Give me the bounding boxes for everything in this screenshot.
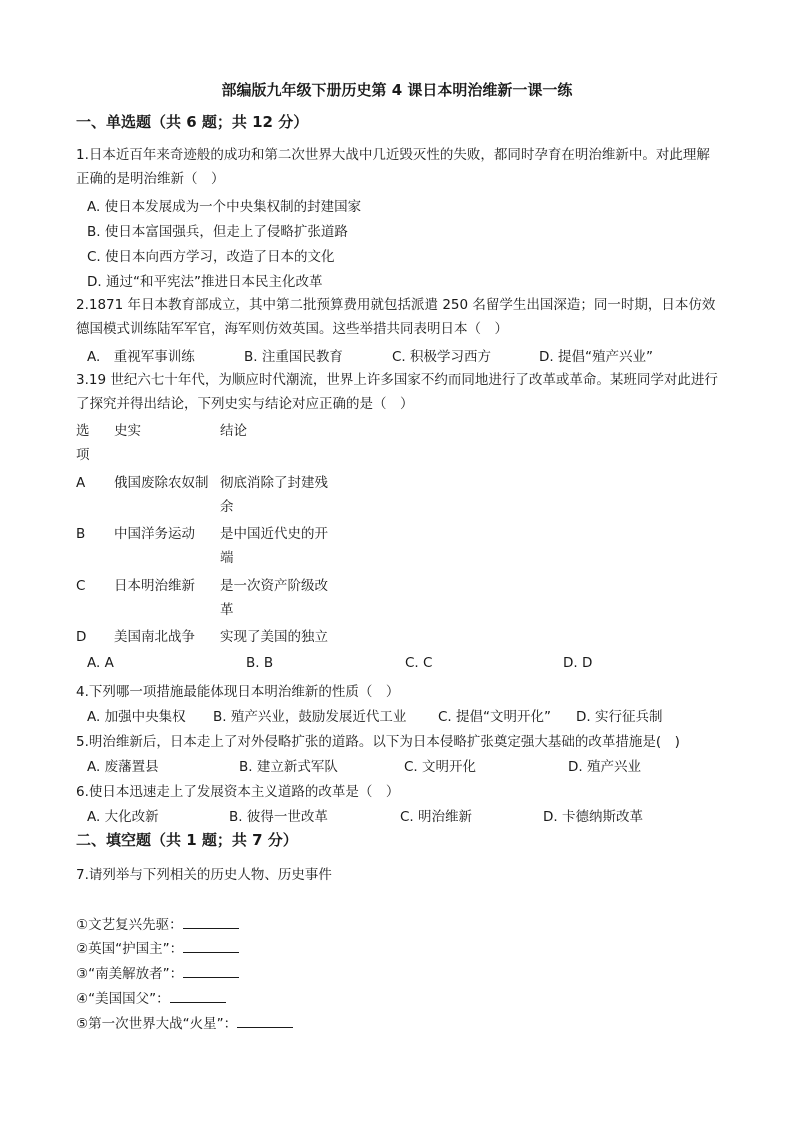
fill-item-label: ⑤第一次世界大战“火星”：: [76, 1016, 238, 1032]
question-stem: 4.下列哪一项措施最能体现日本明治维新的性质（ ）: [76, 684, 400, 700]
fill-item-label: ④“美国国父”：: [76, 991, 170, 1007]
option-c[interactable]: C. 文明开化: [404, 759, 477, 775]
table-cell: 是一次资产阶级改革: [220, 578, 328, 618]
table-cell: D: [76, 629, 87, 645]
fill-item-label: ①文艺复兴先驱：: [76, 917, 183, 933]
table-header-conclusion: 结论: [220, 423, 247, 439]
question-stem: 1.日本近百年来奇迹般的成功和第二次世界大战中几近毁灭性的失败，都同时孕育在明治维新中。对此理解正确的是明治维新（ ）: [76, 147, 710, 187]
fill-item: [76, 987, 226, 1007]
table-cell: 实现了美国的独立: [220, 629, 328, 645]
question-stem: 3.19 世纪六七十年代，为顺应时代潮流，世界上许多国家不约而同地进行了改革或革命。某班同学对此进行了探究并得出结论，下列史实与结论对应正确的是（ ）: [76, 372, 718, 412]
option-b[interactable]: B. 彼得一世改革: [229, 809, 328, 825]
fill-item: [76, 937, 239, 957]
section-heading-fill-in: 二、填空题（共 1 题；共 7 分）: [76, 831, 298, 849]
table-cell: 是中国近代史的开端: [220, 526, 328, 566]
page-title: 部编版九年级下册历史第 4 课日本明治维新一课一练: [221, 81, 573, 99]
answer-blank[interactable]: [183, 938, 239, 953]
fill-item-label: ③“南美解放者”：: [76, 966, 184, 982]
option-b[interactable]: B. 殖产兴业，鼓励发展近代工业: [213, 709, 407, 725]
fill-item-label: ②英国“护国主”：: [76, 941, 184, 957]
option-c[interactable]: C. C: [405, 655, 433, 671]
fill-item: [76, 913, 239, 933]
option-a[interactable]: A. 加强中央集权: [87, 709, 186, 725]
option-a[interactable]: A. A: [87, 655, 114, 671]
fill-item: [76, 1012, 293, 1032]
table-cell: 中国洋务运动: [114, 526, 195, 542]
option-b[interactable]: B. 使日本富国强兵，但走上了侵略扩张道路: [87, 224, 348, 240]
question-stem: 5.明治维新后，日本走上了对外侵略扩张的道路。以下为日本侵略扩张奠定强大基础的改革措施是( ): [76, 734, 680, 750]
answer-blank[interactable]: [183, 963, 239, 978]
option-c[interactable]: C. 明治维新: [400, 809, 473, 825]
option-a[interactable]: A. 大化改新: [87, 809, 159, 825]
table-cell: C: [76, 578, 86, 594]
option-d[interactable]: D. 殖产兴业: [568, 759, 641, 775]
table-cell: 俄国废除农奴制: [114, 475, 209, 491]
option-b[interactable]: B. B: [246, 655, 274, 671]
fill-item: [76, 962, 239, 982]
option-d[interactable]: D. 卡德纳斯改革: [543, 809, 643, 825]
table-cell: 日本明治维新: [114, 578, 195, 594]
option-b[interactable]: B. 建立新式军队: [239, 759, 338, 775]
answer-blank[interactable]: [170, 988, 226, 1003]
option-a[interactable]: A. 废藩置县: [87, 759, 159, 775]
option-c[interactable]: C. 提倡“文明开化”: [438, 709, 551, 725]
option-a[interactable]: A. 重视军事训练: [87, 349, 195, 365]
table-cell: 美国南北战争: [114, 629, 195, 645]
option-d[interactable]: D. D: [563, 655, 593, 671]
table-cell: A: [76, 475, 86, 491]
option-c[interactable]: C. 使日本向西方学习，改造了日本的文化: [87, 249, 335, 265]
table-header-fact: 史实: [114, 423, 141, 439]
table-cell: 彻底消除了封建残余: [220, 475, 328, 515]
table-header-option: 选项: [76, 423, 90, 463]
question-stem: 6.使日本迅速走上了发展资本主义道路的改革是（ ）: [76, 784, 400, 800]
answer-blank[interactable]: [183, 914, 239, 929]
option-d[interactable]: D. 提倡“殖产兴业”: [539, 349, 653, 365]
option-c[interactable]: C. 积极学习西方: [392, 349, 492, 365]
section-heading-single-choice: 一、单选题（共 6 题；共 12 分）: [76, 113, 309, 131]
question-stem: 7.请列举与下列相关的历史人物、历史事件: [76, 867, 332, 883]
option-a[interactable]: A. 使日本发展成为一个中央集权制的封建国家: [87, 199, 362, 215]
option-d[interactable]: D. 通过“和平宪法”推进日本民主化改革: [87, 274, 323, 290]
option-d[interactable]: D. 实行征兵制: [576, 709, 663, 725]
answer-blank[interactable]: [237, 1013, 293, 1028]
option-b[interactable]: B. 注重国民教育: [244, 349, 343, 365]
question-stem: 2.1871 年日本教育部成立，其中第二批预算费用就包括派遣 250 名留学生出国深造；同一时期，日本仿效德国模式训练陆军军官，海军则仿效英国。这些举措共同表明日本（ ）: [76, 297, 716, 337]
table-cell: B: [76, 526, 86, 542]
